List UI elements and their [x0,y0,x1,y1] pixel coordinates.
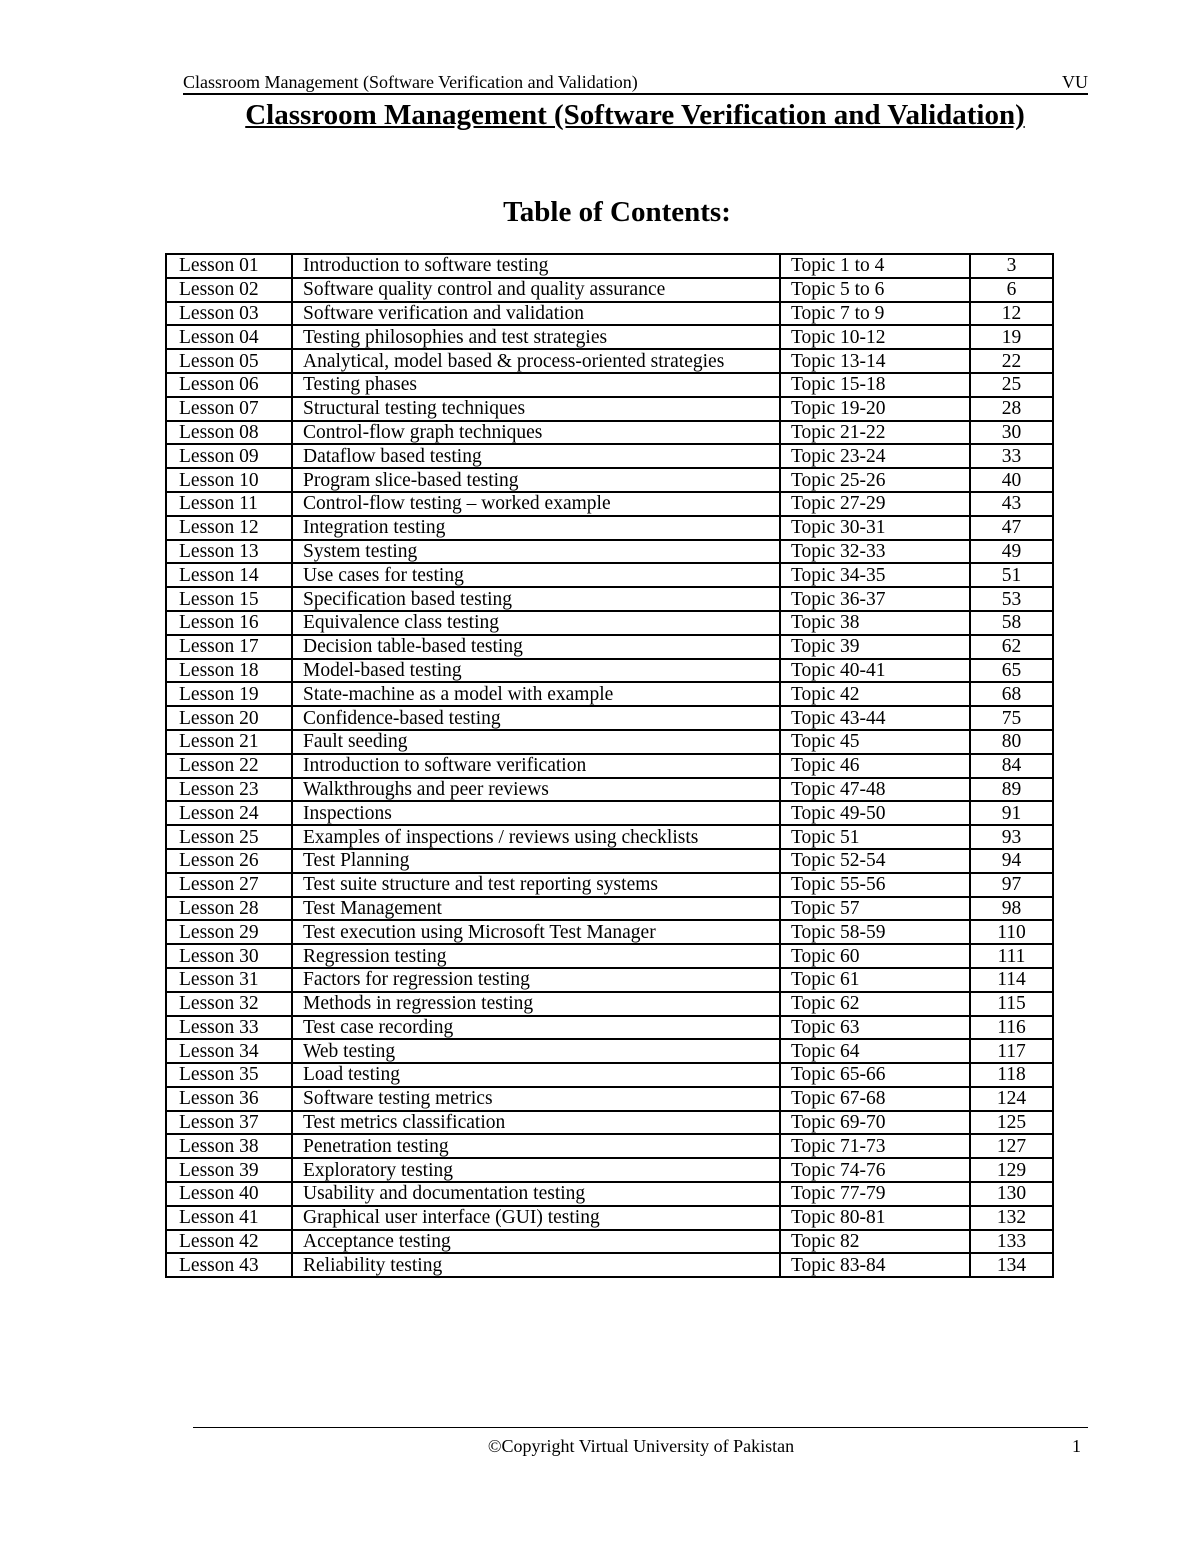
toc-title-cell: Usability and documentation testing [292,1182,780,1206]
toc-row [166,706,1053,730]
toc-lesson-cell: Lesson 31 [166,968,292,992]
toc-lesson-cell: Lesson 13 [166,540,292,564]
toc-topic-cell: Topic 67-68 [780,1087,970,1111]
running-header [183,71,1088,95]
toc-row [166,611,1053,635]
toc-row [166,944,1053,968]
toc-page-cell: 30 [970,421,1053,445]
toc-lesson-cell: Lesson 28 [166,897,292,921]
footer-copyright: ©Copyright Virtual University of Pakistan [487,1436,795,1456]
toc-title-cell: Introduction to software testing [292,254,780,278]
toc-page-cell: 97 [970,873,1053,897]
toc-page-cell: 40 [970,468,1053,492]
toc-page-cell: 130 [970,1182,1053,1206]
toc-topic-cell: Topic 27-29 [780,492,970,516]
toc-page-cell: 3 [970,254,1053,278]
toc-title-cell: Program slice-based testing [292,468,780,492]
toc-topic-cell: Topic 23-24 [780,444,970,468]
toc-topic-cell: Topic 47-48 [780,778,970,802]
toc-page-cell: 33 [970,444,1053,468]
toc-title-cell: Testing philosophies and test strategies [292,325,780,349]
toc-row [166,1063,1053,1087]
toc-topic-cell: Topic 46 [780,754,970,778]
toc-page-cell: 65 [970,659,1053,683]
toc-title-cell: Software quality control and quality assurance [292,278,780,302]
toc-topic-cell: Topic 69-70 [780,1111,970,1135]
toc-title-cell: State-machine as a model with example [292,682,780,706]
toc-topic-cell: Topic 60 [780,944,970,968]
toc-row [166,825,1053,849]
toc-title-cell: Introduction to software verification [292,754,780,778]
toc-topic-cell: Topic 42 [780,682,970,706]
toc-row [166,635,1053,659]
toc-page-cell: 115 [970,992,1053,1016]
toc-title-cell: Dataflow based testing [292,444,780,468]
toc-title-cell: Test execution using Microsoft Test Manager [292,920,780,944]
toc-title-cell: Specification based testing [292,587,780,611]
toc-topic-cell: Topic 32-33 [780,540,970,564]
toc-topic-cell: Topic 55-56 [780,873,970,897]
toc-row [166,920,1053,944]
toc-title-cell: Software testing metrics [292,1087,780,1111]
toc-lesson-cell: Lesson 41 [166,1206,292,1230]
toc-row [166,1182,1053,1206]
toc-lesson-cell: Lesson 42 [166,1230,292,1254]
toc-topic-cell: Topic 19-20 [780,397,970,421]
toc-page-cell: 114 [970,968,1053,992]
toc-topic-cell: Topic 80-81 [780,1206,970,1230]
toc-row [166,1087,1053,1111]
toc-row [166,682,1053,706]
toc-title-cell: Confidence-based testing [292,706,780,730]
toc-page-cell: 89 [970,778,1053,802]
toc-row [166,849,1053,873]
toc-topic-cell: Topic 39 [780,635,970,659]
toc-title-cell: Equivalence class testing [292,611,780,635]
toc-row [166,1230,1053,1254]
toc-title-cell: Inspections [292,801,780,825]
toc-row [166,873,1053,897]
toc-lesson-cell: Lesson 17 [166,635,292,659]
toc-topic-cell: Topic 51 [780,825,970,849]
toc-page-cell: 93 [970,825,1053,849]
toc-topic-cell: Topic 45 [780,730,970,754]
toc-row [166,1158,1053,1182]
toc-page-cell: 47 [970,516,1053,540]
toc-page-cell: 28 [970,397,1053,421]
toc-lesson-cell: Lesson 04 [166,325,292,349]
toc-title-cell: Use cases for testing [292,563,780,587]
toc-body [166,254,1053,1277]
toc-page-cell: 91 [970,801,1053,825]
toc-title-cell: Regression testing [292,944,780,968]
toc-row [166,992,1053,1016]
toc-lesson-cell: Lesson 35 [166,1063,292,1087]
toc-page-cell: 80 [970,730,1053,754]
toc-lesson-cell: Lesson 21 [166,730,292,754]
toc-page-cell: 129 [970,1158,1053,1182]
toc-page-cell: 6 [970,278,1053,302]
toc-lesson-cell: Lesson 16 [166,611,292,635]
toc-topic-cell: Topic 49-50 [780,801,970,825]
toc-page-cell: 116 [970,1016,1053,1040]
toc-table [165,253,1054,1278]
toc-topic-cell: Topic 65-66 [780,1063,970,1087]
toc-lesson-cell: Lesson 22 [166,754,292,778]
toc-topic-cell: Topic 77-79 [780,1182,970,1206]
toc-topic-cell: Topic 63 [780,1016,970,1040]
toc-page-cell: 127 [970,1134,1053,1158]
toc-page-cell: 25 [970,373,1053,397]
toc-topic-cell: Topic 21-22 [780,421,970,445]
toc-row [166,897,1053,921]
toc-row [166,1253,1053,1277]
toc-lesson-cell: Lesson 38 [166,1134,292,1158]
toc-page-cell: 12 [970,302,1053,326]
toc-topic-cell: Topic 62 [780,992,970,1016]
toc-page-cell: 75 [970,706,1053,730]
toc-row [166,1016,1053,1040]
toc-page-cell: 43 [970,492,1053,516]
toc-topic-cell: Topic 71-73 [780,1134,970,1158]
toc-page-cell: 132 [970,1206,1053,1230]
toc-title-cell: Test Management [292,897,780,921]
toc-title-cell: Control-flow graph techniques [292,421,780,445]
toc-row [166,278,1053,302]
toc-lesson-cell: Lesson 37 [166,1111,292,1135]
toc-row [166,254,1053,278]
toc-title-cell: Reliability testing [292,1253,780,1277]
toc-row [166,540,1053,564]
toc-page-cell: 110 [970,920,1053,944]
toc-topic-cell: Topic 25-26 [780,468,970,492]
toc-title-cell: Software verification and validation [292,302,780,326]
toc-title-cell: Walkthroughs and peer reviews [292,778,780,802]
toc-lesson-cell: Lesson 09 [166,444,292,468]
toc-page-cell: 133 [970,1230,1053,1254]
toc-row [166,778,1053,802]
toc-topic-cell: Topic 1 to 4 [780,254,970,278]
toc-row [166,754,1053,778]
toc-lesson-cell: Lesson 29 [166,920,292,944]
toc-title-cell: Decision table-based testing [292,635,780,659]
toc-title-cell: Integration testing [292,516,780,540]
toc-title-cell: Examples of inspections / reviews using checklists [292,825,780,849]
toc-page-cell: 49 [970,540,1053,564]
toc-lesson-cell: Lesson 18 [166,659,292,683]
toc-page-cell: 117 [970,1039,1053,1063]
toc-lesson-cell: Lesson 40 [166,1182,292,1206]
toc-lesson-cell: Lesson 25 [166,825,292,849]
toc-row [166,1111,1053,1135]
toc-row [166,397,1053,421]
toc-lesson-cell: Lesson 43 [166,1253,292,1277]
toc-page-cell: 51 [970,563,1053,587]
toc-topic-cell: Topic 34-35 [780,563,970,587]
toc-topic-cell: Topic 40-41 [780,659,970,683]
toc-lesson-cell: Lesson 07 [166,397,292,421]
toc-title-cell: Model-based testing [292,659,780,683]
toc-title-cell: Graphical user interface (GUI) testing [292,1206,780,1230]
footer-page-number: 1 [1072,1436,1081,1456]
toc-lesson-cell: Lesson 32 [166,992,292,1016]
toc-row [166,730,1053,754]
footer-rule [193,1427,1088,1428]
toc-page-cell: 53 [970,587,1053,611]
toc-row [166,325,1053,349]
toc-page-cell: 111 [970,944,1053,968]
toc-lesson-cell: Lesson 19 [166,682,292,706]
toc-title-cell: Analytical, model based & process-oriented strategies [292,349,780,373]
toc-lesson-cell: Lesson 23 [166,778,292,802]
toc-lesson-cell: Lesson 06 [166,373,292,397]
toc-lesson-cell: Lesson 27 [166,873,292,897]
toc-row [166,349,1053,373]
toc-lesson-cell: Lesson 24 [166,801,292,825]
toc-lesson-cell: Lesson 15 [166,587,292,611]
toc-topic-cell: Topic 7 to 9 [780,302,970,326]
toc-title-cell: Fault seeding [292,730,780,754]
toc-lesson-cell: Lesson 02 [166,278,292,302]
toc-row [166,421,1053,445]
toc-title-cell: Testing phases [292,373,780,397]
toc-topic-cell: Topic 64 [780,1039,970,1063]
toc-topic-cell: Topic 38 [780,611,970,635]
toc-page-cell: 84 [970,754,1053,778]
toc-row [166,1134,1053,1158]
toc-row [166,516,1053,540]
toc-lesson-cell: Lesson 08 [166,421,292,445]
toc-row [166,444,1053,468]
toc-row [166,1039,1053,1063]
toc-row [166,563,1053,587]
toc-page-cell: 58 [970,611,1053,635]
toc-lesson-cell: Lesson 20 [166,706,292,730]
toc-title-cell: Acceptance testing [292,1230,780,1254]
toc-topic-cell: Topic 52-54 [780,849,970,873]
toc-row [166,468,1053,492]
toc-lesson-cell: Lesson 14 [166,563,292,587]
toc-page-cell: 62 [970,635,1053,659]
toc-page-cell: 134 [970,1253,1053,1277]
toc-topic-cell: Topic 61 [780,968,970,992]
toc-lesson-cell: Lesson 36 [166,1087,292,1111]
toc-lesson-cell: Lesson 30 [166,944,292,968]
running-header-title: Classroom Management (Software Verification and Validation) [183,72,638,92]
toc-title-cell: Load testing [292,1063,780,1087]
toc-title-cell: Web testing [292,1039,780,1063]
toc-title-cell: Test metrics classification [292,1111,780,1135]
toc-topic-cell: Topic 43-44 [780,706,970,730]
toc-row [166,1206,1053,1230]
toc-row [166,373,1053,397]
toc-page-cell: 125 [970,1111,1053,1135]
toc-topic-cell: Topic 30-31 [780,516,970,540]
document-title: Classroom Management (Software Verification and Validation) [245,99,1025,131]
toc-title-cell: Control-flow testing – worked example [292,492,780,516]
toc-title-cell: Methods in regression testing [292,992,780,1016]
toc-topic-cell: Topic 36-37 [780,587,970,611]
toc-topic-cell: Topic 57 [780,897,970,921]
toc-topic-cell: Topic 5 to 6 [780,278,970,302]
toc-topic-cell: Topic 74-76 [780,1158,970,1182]
toc-page-cell: 124 [970,1087,1053,1111]
toc-lesson-cell: Lesson 33 [166,1016,292,1040]
toc-topic-cell: Topic 13-14 [780,349,970,373]
toc-title-cell: Exploratory testing [292,1158,780,1182]
toc-topic-cell: Topic 15-18 [780,373,970,397]
toc-title-cell: Test case recording [292,1016,780,1040]
toc-row [166,968,1053,992]
toc-row [166,801,1053,825]
toc-topic-cell: Topic 83-84 [780,1253,970,1277]
toc-title-cell: Structural testing techniques [292,397,780,421]
toc-page-cell: 22 [970,349,1053,373]
toc-row [166,302,1053,326]
running-header-vu: VU [1062,72,1088,92]
toc-lesson-cell: Lesson 10 [166,468,292,492]
toc-title-cell: Test Planning [292,849,780,873]
toc-title-cell: System testing [292,540,780,564]
toc-row [166,587,1053,611]
toc-page-cell: 98 [970,897,1053,921]
toc-topic-cell: Topic 82 [780,1230,970,1254]
toc-title-cell: Factors for regression testing [292,968,780,992]
toc-page-cell: 118 [970,1063,1053,1087]
toc-page-cell: 19 [970,325,1053,349]
toc-topic-cell: Topic 10-12 [780,325,970,349]
toc-lesson-cell: Lesson 39 [166,1158,292,1182]
toc-row [166,659,1053,683]
toc-title-cell: Test suite structure and test reporting systems [292,873,780,897]
toc-lesson-cell: Lesson 12 [166,516,292,540]
toc-lesson-cell: Lesson 34 [166,1039,292,1063]
toc-row [166,492,1053,516]
toc-lesson-cell: Lesson 01 [166,254,292,278]
toc-title-cell: Penetration testing [292,1134,780,1158]
toc-topic-cell: Topic 58-59 [780,920,970,944]
toc-page-cell: 94 [970,849,1053,873]
toc-lesson-cell: Lesson 26 [166,849,292,873]
toc-heading: Table of Contents: [503,196,731,228]
toc-page-cell: 68 [970,682,1053,706]
toc-lesson-cell: Lesson 03 [166,302,292,326]
toc-lesson-cell: Lesson 05 [166,349,292,373]
toc-lesson-cell: Lesson 11 [166,492,292,516]
